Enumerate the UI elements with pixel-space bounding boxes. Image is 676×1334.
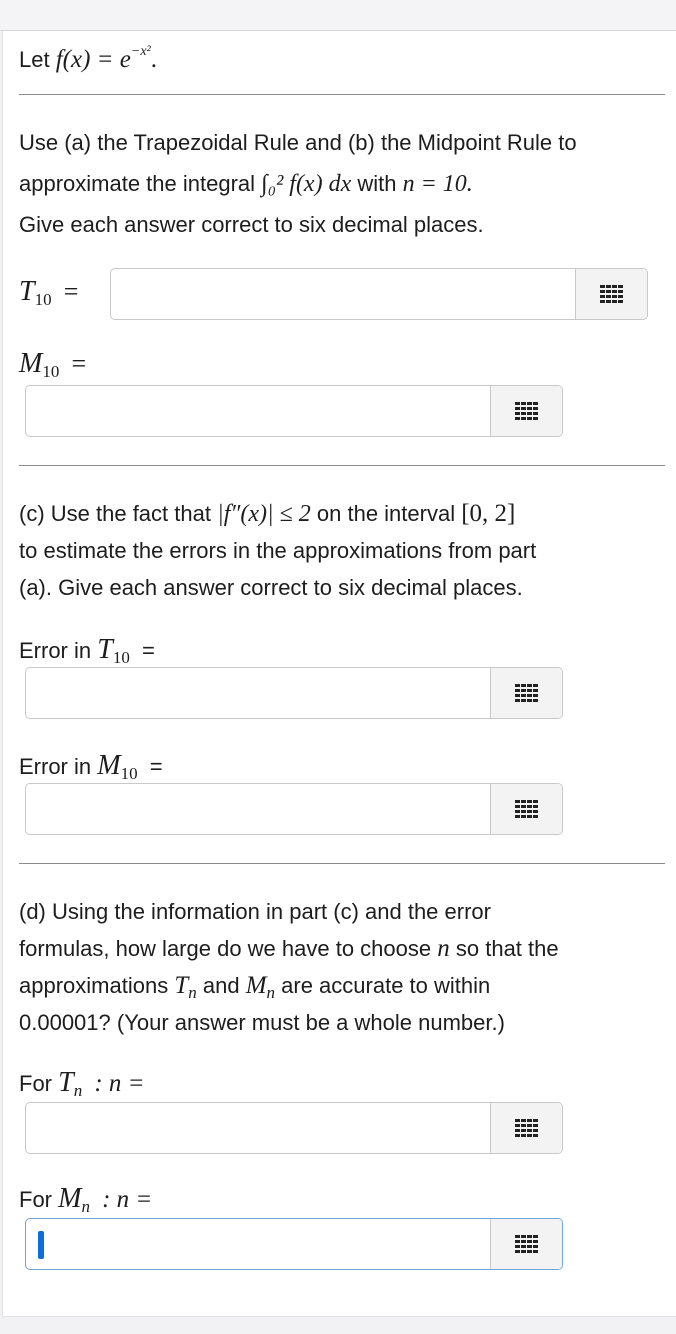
t10-input[interactable] bbox=[111, 269, 575, 319]
t10-keypad-button[interactable] bbox=[575, 269, 647, 319]
keypad-grid-icon bbox=[515, 800, 538, 818]
interval-expression: [0, 2] bbox=[461, 500, 516, 527]
part-d-n-symbol: n bbox=[437, 935, 450, 962]
m10-label-eq: = bbox=[71, 349, 87, 378]
n-mn-field bbox=[25, 1218, 563, 1270]
err-t10-label-pre: Error in bbox=[19, 638, 92, 663]
err-t10-label-sub: 10 bbox=[112, 648, 130, 667]
part-d-text-3b: are accurate to within bbox=[281, 973, 491, 998]
m10-label-sub: 10 bbox=[42, 362, 60, 381]
part-d-and: and bbox=[202, 973, 240, 998]
t10-field bbox=[110, 268, 648, 320]
n-tn-label-main: T bbox=[58, 1067, 74, 1098]
part-c-text-1a: (c) Use the fact that bbox=[19, 501, 211, 526]
err-m10-label-sub: 10 bbox=[120, 764, 138, 783]
part-c-text-1b: on the interval bbox=[316, 501, 456, 526]
n-tn-field bbox=[25, 1102, 563, 1154]
n-tn-label-pre: For bbox=[19, 1071, 52, 1096]
part-ab-line-2 bbox=[19, 165, 473, 203]
n-mn-label-eq: : n = bbox=[102, 1186, 153, 1213]
err-t10-label bbox=[19, 634, 155, 668]
n-mn-label-pre: For bbox=[19, 1187, 52, 1212]
keypad-grid-icon bbox=[515, 1119, 538, 1137]
err-m10-label bbox=[19, 750, 163, 784]
m10-label-main: M bbox=[19, 348, 43, 379]
n-mn-keypad-button[interactable] bbox=[490, 1219, 562, 1269]
function-exponent: −x² bbox=[130, 44, 151, 59]
m10-field bbox=[25, 385, 563, 437]
part-d-t-symbol: T bbox=[174, 972, 189, 999]
keypad-grid-icon bbox=[600, 285, 623, 303]
part-d-text-2b: so that the bbox=[455, 936, 559, 961]
keypad-grid-icon bbox=[515, 402, 538, 420]
t10-label-sub: 10 bbox=[34, 290, 52, 309]
err-t10-input[interactable] bbox=[26, 668, 490, 718]
bound-expression: |f″(x)| ≤ 2 bbox=[217, 501, 311, 527]
part-d-line-1: (d) Using the information in part (c) and the error bbox=[19, 899, 491, 924]
part-c-line-1 bbox=[19, 495, 515, 533]
intro-prefix: Let bbox=[19, 47, 50, 72]
m10-label bbox=[19, 348, 86, 382]
part-d-text-2a: formulas, how large do we have to choose bbox=[19, 936, 432, 961]
err-m10-input[interactable] bbox=[26, 784, 490, 834]
intro-line bbox=[19, 33, 157, 78]
divider-1 bbox=[19, 94, 665, 95]
n-mn-label bbox=[19, 1183, 152, 1217]
err-m10-label-eq: = bbox=[149, 754, 163, 779]
keypad-grid-icon bbox=[515, 1235, 538, 1253]
bottom-area bbox=[0, 1317, 676, 1334]
top-bar bbox=[0, 0, 676, 31]
part-d-m-symbol: M bbox=[245, 972, 267, 999]
n-mn-label-sub: n bbox=[81, 1197, 90, 1216]
part-ab-line-1: Use (a) the Trapezoidal Rule and (b) the Midpoint Rule to bbox=[19, 130, 577, 155]
err-m10-keypad-button[interactable] bbox=[490, 784, 562, 834]
m10-keypad-button[interactable] bbox=[490, 386, 562, 436]
err-m10-field bbox=[25, 783, 563, 835]
part-ab-line-3: Give each answer correct to six decimal places. bbox=[19, 212, 484, 237]
divider-3 bbox=[19, 863, 665, 864]
part-ab-text-2b: with bbox=[357, 171, 397, 196]
text-cursor bbox=[38, 1231, 44, 1259]
err-m10-label-pre: Error in bbox=[19, 754, 92, 779]
t10-label bbox=[19, 276, 78, 310]
err-t10-field bbox=[25, 667, 563, 719]
n-tn-label bbox=[19, 1067, 145, 1101]
n-mn-input[interactable] bbox=[26, 1219, 490, 1269]
n-tn-label-eq: : n = bbox=[94, 1070, 145, 1097]
part-d-line-2 bbox=[19, 930, 559, 967]
n-equals-expression: n = 10. bbox=[402, 171, 473, 197]
err-t10-keypad-button[interactable] bbox=[490, 668, 562, 718]
part-d-m-subscript: n bbox=[266, 983, 276, 1002]
part-ab-text-2a: approximate the integral bbox=[19, 171, 256, 196]
part-d-line-4: 0.00001? (Your answer must be a whole number.) bbox=[19, 1010, 505, 1035]
t10-label-main: T bbox=[19, 276, 35, 307]
n-tn-label-sub: n bbox=[73, 1081, 83, 1100]
err-t10-label-main: T bbox=[97, 634, 113, 665]
err-m10-label-main: M bbox=[97, 750, 121, 781]
part-d-text-3a: approximations bbox=[19, 973, 169, 998]
n-tn-input[interactable] bbox=[26, 1103, 490, 1153]
part-c-line-3: (a). Give each answer correct to six decimal places. bbox=[19, 575, 523, 600]
n-tn-keypad-button[interactable] bbox=[490, 1103, 562, 1153]
m10-input[interactable] bbox=[26, 386, 490, 436]
integral-expression: ∫₀² f(x) dx bbox=[261, 171, 352, 197]
keypad-grid-icon bbox=[515, 684, 538, 702]
part-d-t-subscript: n bbox=[188, 983, 197, 1002]
divider-2 bbox=[19, 465, 665, 466]
part-c-line-2: to estimate the errors in the approximations from part bbox=[19, 538, 537, 563]
t10-label-eq: = bbox=[63, 277, 79, 306]
question-card bbox=[2, 31, 676, 1317]
n-mn-label-main: M bbox=[58, 1183, 82, 1214]
function-def-text: f(x) = e bbox=[55, 46, 131, 73]
err-t10-label-eq: = bbox=[141, 638, 155, 663]
function-definition: $f(x) = e^{-x^2}$. bbox=[55, 44, 157, 73]
